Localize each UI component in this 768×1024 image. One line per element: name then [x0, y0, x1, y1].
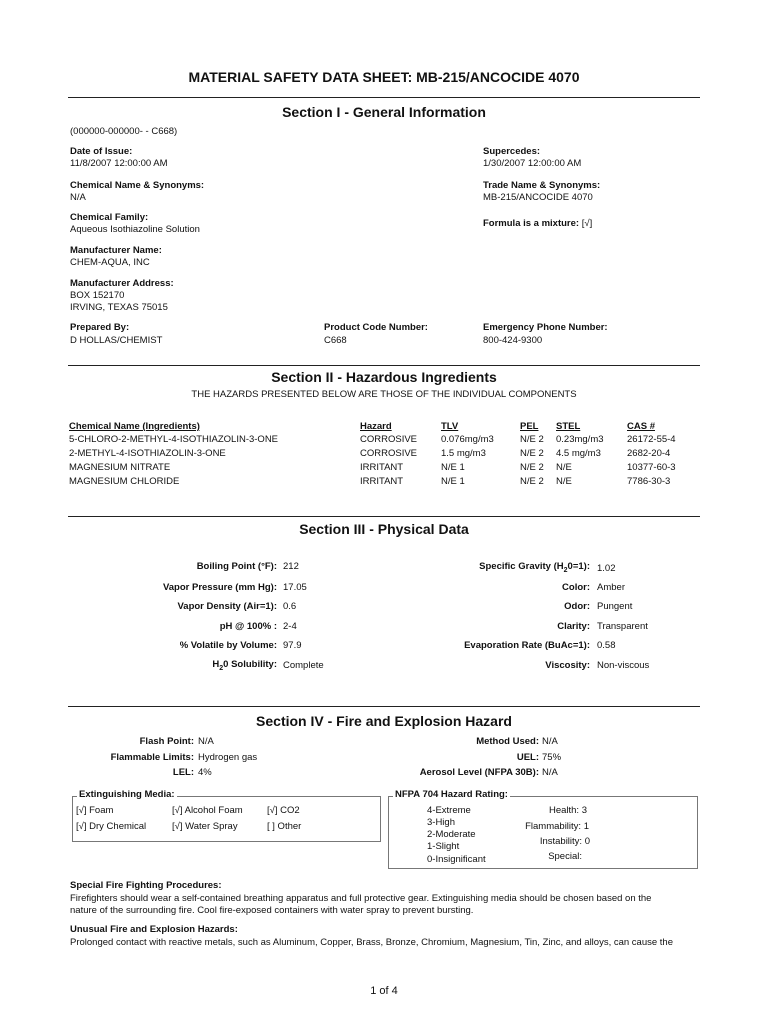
instability-rating	[500, 836, 590, 848]
supersedes-label: Supercedes:	[483, 146, 541, 157]
table-cell: CORROSIVE	[360, 434, 418, 445]
special-procedures-label: Special Fire Fighting Procedures:	[70, 880, 222, 891]
family-label: Chemical Family:	[70, 212, 149, 223]
color-value: Amber	[597, 582, 625, 593]
table-cell: 1.5 mg/m3	[441, 448, 486, 459]
nfpa-title: NFPA 704 Hazard Rating:	[395, 789, 508, 800]
viscosity-value: Non-viscous	[597, 660, 650, 671]
aerosol-value: N/A	[542, 767, 558, 778]
boiling-value: 212	[283, 561, 299, 572]
clarity-value: Transparent	[597, 621, 648, 632]
volatile-label: % Volatile by Volume:	[179, 640, 277, 651]
table-cell: 0.23mg/m3	[556, 434, 604, 445]
code-line: (000000-000000- - C668)	[70, 126, 178, 137]
prepared-value: D HOLLAS/CHEMIST	[70, 335, 163, 346]
ext-alcohol-foam: [√] Alcohol Foam	[172, 805, 243, 816]
col-header-pel: PEL	[520, 421, 539, 432]
mfr-name-value: CHEM-AQUA, INC	[70, 257, 150, 268]
formula-label: Formula is a mixture:	[483, 218, 580, 229]
vapor-density-label: Vapor Density (Air=1):	[177, 601, 277, 612]
date-issue-value: 11/8/2007 12:00:00 AM	[70, 158, 168, 169]
uel-label: UEL:	[516, 752, 539, 763]
mfr-addr-label: Manufacturer Address:	[70, 278, 174, 289]
flash-point-value: N/A	[198, 736, 214, 747]
ph-value: 2-4	[283, 621, 297, 632]
emergency-value: 800-424-9300	[483, 335, 543, 346]
nfpa-scale-2: 2-Moderate	[427, 829, 476, 840]
ext-foam: [√] Foam	[76, 805, 114, 816]
col-header-hazard: Hazard	[360, 421, 392, 432]
solubility-value: Complete	[283, 660, 324, 671]
unusual-hazards-line1: Prolonged contact with reactive metals, such as Aluminum, Copper, Brass, Bronze, Chromium, Magnesium, Tin, Zinc, and alloys, can cause the	[70, 937, 673, 948]
table-cell: 7786-30-3	[627, 476, 671, 487]
clarity-label: Clarity:	[557, 621, 590, 632]
vapor-pressure-label: Vapor Pressure (mm Hg):	[162, 582, 277, 593]
table-cell: 26172-55-4	[627, 434, 676, 445]
col-header-tlv: TLV	[441, 421, 459, 432]
boiling-label: Boiling Point (°F):	[196, 561, 277, 572]
evaporation-value: 0.58	[597, 640, 616, 651]
title-rule	[68, 97, 700, 98]
family-value: Aqueous Isothiazoline Solution	[70, 224, 200, 235]
table-cell: N/E 2	[520, 476, 544, 487]
section-3-rule	[68, 516, 700, 517]
health-label: Health:	[548, 805, 580, 816]
chem-name-label: Chemical Name & Synonyms:	[70, 180, 205, 191]
flammable-limits-value: Hydrogen gas	[198, 752, 258, 763]
trade-name-label: Trade Name & Synonyms:	[483, 180, 601, 191]
product-code-value: C668	[324, 335, 347, 346]
table-cell: N/E 2	[520, 448, 544, 459]
table-cell: CORROSIVE	[360, 448, 418, 459]
flash-point-label: Flash Point:	[139, 736, 194, 747]
col-header-cas: CAS #	[627, 421, 655, 432]
nfpa-scale-0: 0-Insignificant	[427, 854, 486, 865]
table-cell: N/E 2	[520, 434, 544, 445]
flammable-limits-label: Flammable Limits:	[110, 752, 194, 763]
table-cell: 2-METHYL-4-ISOTHIAZOLIN-3-ONE	[69, 448, 226, 459]
section-3-heading: Section III - Physical Data	[299, 521, 469, 537]
special-procedures-line2: nature of the surrounding fire. Cool fire-exposed containers with water spray to prevent bursting.	[70, 905, 474, 916]
table-cell: IRRITANT	[360, 462, 404, 473]
table-cell: 4.5 mg/m3	[556, 448, 601, 459]
extinguishing-media-box	[72, 796, 381, 842]
method-value: N/A	[542, 736, 558, 747]
table-cell: MAGNESIUM CHLORIDE	[69, 476, 180, 487]
flammability-value: 1	[583, 821, 589, 832]
nfpa-scale-3: 3-High	[427, 817, 455, 828]
flammability-label: Flammability:	[525, 821, 582, 832]
method-label: Method Used:	[476, 736, 539, 747]
table-cell: N/E 2	[520, 462, 544, 473]
ph-label: pH @ 100% :	[219, 621, 277, 632]
color-label: Color:	[562, 582, 590, 593]
solubility-label	[120, 659, 277, 671]
document-title: MATERIAL SAFETY DATA SHEET: MB-215/ANCOCIDE 4070	[188, 69, 580, 85]
mfr-addr-line1: BOX 152170	[70, 290, 125, 301]
ext-co2: [√] CO2	[267, 805, 300, 816]
table-cell: 0.076mg/m3	[441, 434, 494, 445]
chem-name-value: N/A	[70, 192, 86, 203]
ingredients-table	[0, 421, 768, 491]
specific-gravity-value: 1.02	[597, 563, 616, 574]
col-header-stel: STEL	[556, 421, 581, 432]
solubility-label-pre: H	[212, 659, 220, 670]
special-procedures-line1: Firefighters should wear a self-contained breathing apparatus and full protective gear. Extinguishing media should be chosen based on the	[70, 893, 652, 904]
col-header-chemical: Chemical Name (Ingredients)	[69, 421, 200, 432]
supersedes-value: 1/30/2007 12:00:00 AM	[483, 158, 582, 169]
health-rating	[500, 805, 587, 817]
flammability-rating	[500, 821, 589, 833]
section-4-rule	[68, 706, 700, 707]
ext-other: [ ] Other	[267, 821, 302, 832]
table-cell: N/E 1	[441, 476, 465, 487]
section-1-heading: Section I - General Information	[282, 104, 486, 120]
product-code-label: Product Code Number:	[324, 322, 428, 333]
uel-value: 75%	[542, 752, 562, 763]
section-4-heading: Section IV - Fire and Explosion Hazard	[256, 713, 512, 729]
viscosity-label: Viscosity:	[545, 660, 590, 671]
sg-label-pre: Specific Gravity (H	[479, 561, 564, 572]
specific-gravity-label	[420, 561, 590, 573]
table-cell: IRRITANT	[360, 476, 404, 487]
table-cell: N/E 1	[441, 462, 465, 473]
solubility-label-sub: 2	[219, 664, 224, 672]
sg-label-sub: 2	[563, 566, 568, 574]
special-label: Special:	[548, 851, 582, 862]
sg-label-post: 0=1):	[567, 561, 590, 572]
prepared-label: Prepared By:	[70, 322, 130, 333]
lel-value: 4%	[198, 767, 212, 778]
vapor-density-value: 0.6	[283, 601, 297, 612]
table-cell: MAGNESIUM NITRATE	[69, 462, 171, 473]
formula-value: [√]	[581, 218, 593, 229]
lel-label: LEL:	[172, 767, 194, 778]
special-rating	[500, 851, 582, 863]
evaporation-label: Evaporation Rate (BuAc=1):	[464, 640, 590, 651]
solubility-label-post: 0 Solubility:	[223, 659, 277, 670]
mfr-name-label: Manufacturer Name:	[70, 245, 162, 256]
unusual-hazards-label: Unusual Fire and Explosion Hazards:	[70, 924, 238, 935]
section-2-rule	[68, 365, 700, 366]
nfpa-scale-1: 1-Slight	[427, 841, 460, 852]
section-2-subheading: THE HAZARDS PRESENTED BELOW ARE THOSE OF THE INDIVIDUAL COMPONENTS	[191, 389, 577, 400]
volatile-value: 97.9	[283, 640, 302, 651]
trade-name-value: MB-215/ANCOCIDE 4070	[483, 192, 593, 203]
aerosol-label: Aerosol Level (NFPA 30B):	[419, 767, 539, 778]
table-cell: N/E	[556, 462, 572, 473]
vapor-pressure-value: 17.05	[283, 582, 307, 593]
odor-label: Odor:	[564, 601, 590, 612]
health-value: 3	[581, 805, 587, 816]
instability-value: 0	[584, 836, 590, 847]
ext-dry-chemical: [√] Dry Chemical	[76, 821, 147, 832]
extinguishing-media-title: Extinguishing Media:	[79, 789, 175, 800]
section-2-heading: Section II - Hazardous Ingredients	[271, 369, 497, 385]
table-cell: 5-CHLORO-2-METHYL-4-ISOTHIAZOLIN-3-ONE	[69, 434, 279, 445]
table-cell: 2682-20-4	[627, 448, 671, 459]
date-issue-label: Date of Issue:	[70, 146, 133, 157]
table-cell: 10377-60-3	[627, 462, 676, 473]
odor-value: Pungent	[597, 601, 633, 612]
emergency-label: Emergency Phone Number:	[483, 322, 608, 333]
mfr-addr-line2: IRVING, TEXAS 75015	[70, 302, 168, 313]
ext-water-spray: [√] Water Spray	[172, 821, 238, 832]
formula-mixture	[483, 218, 592, 230]
page-number: 1 of 4	[370, 985, 398, 997]
table-cell: N/E	[556, 476, 572, 487]
nfpa-scale-4: 4-Extreme	[427, 805, 471, 816]
instability-label: Instability:	[539, 836, 583, 847]
